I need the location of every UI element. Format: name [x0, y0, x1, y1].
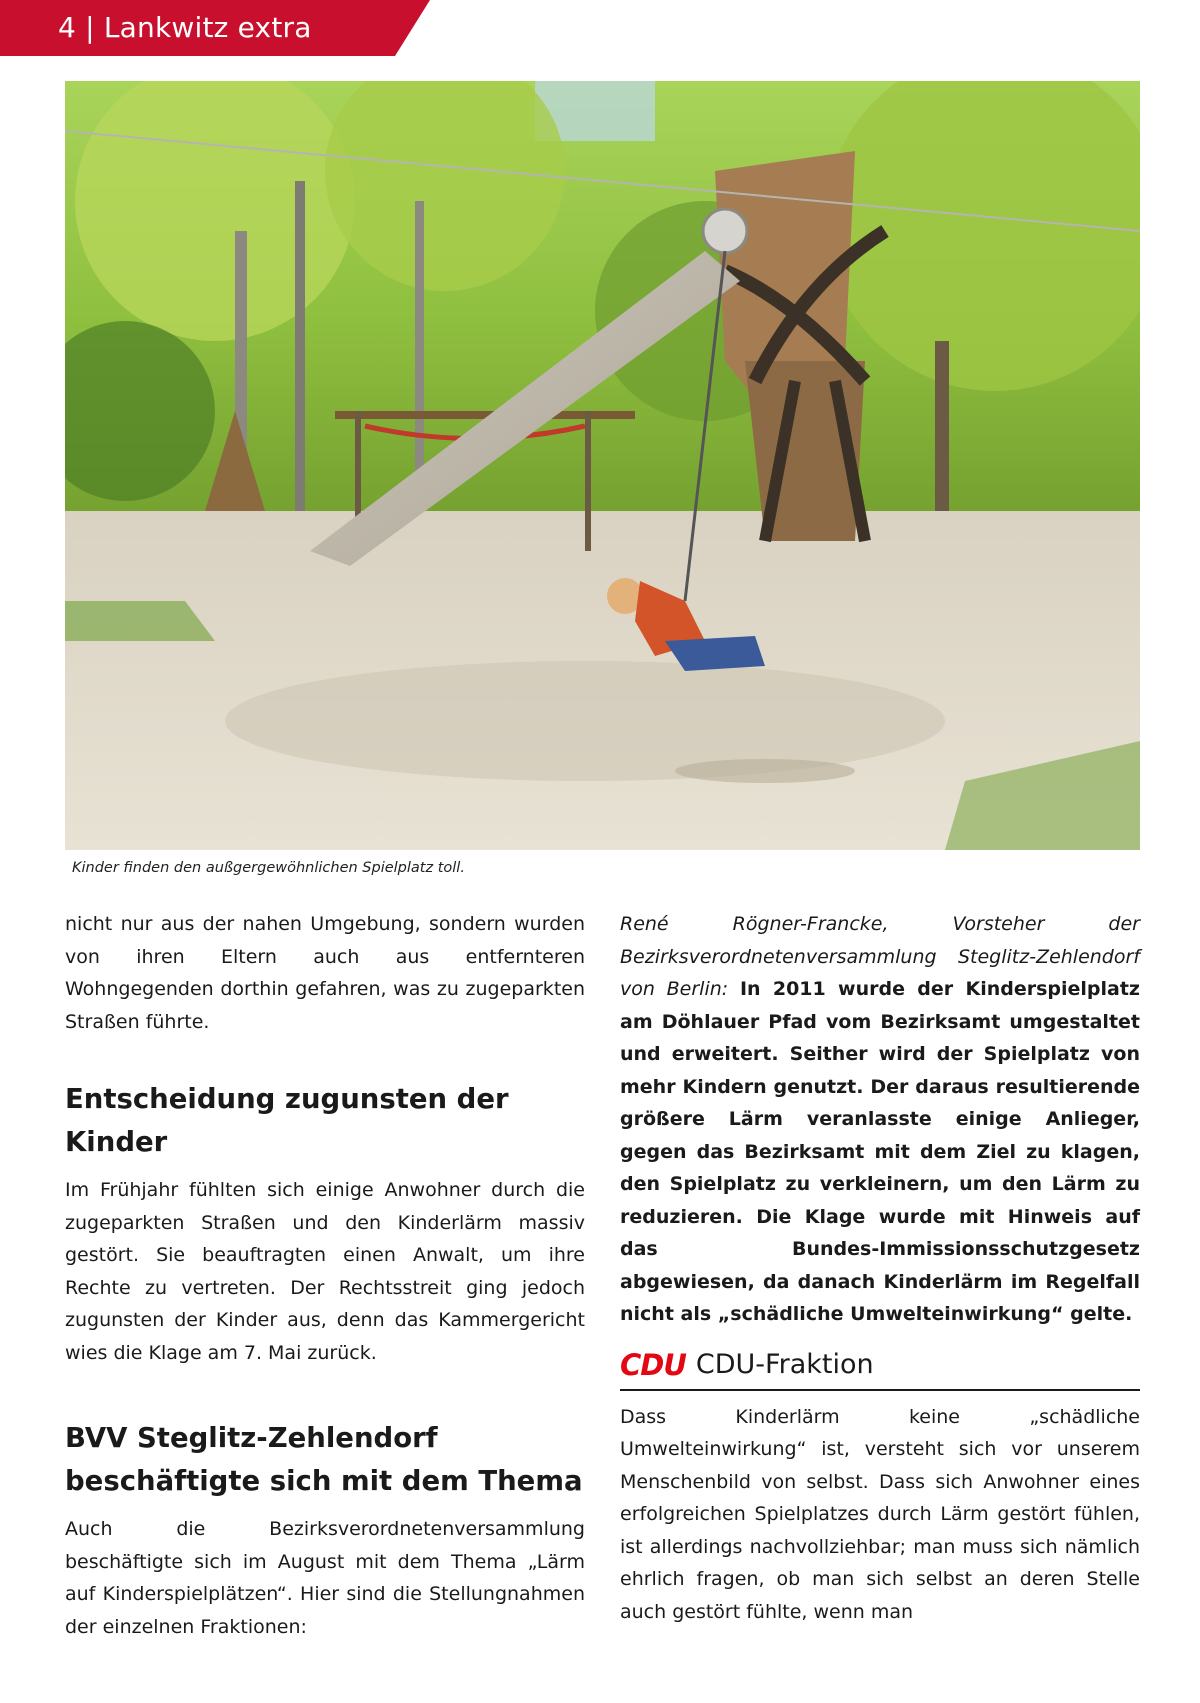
speaker-statement: In 2011 wurde der Kinderspielplatz am Döhlauer Pfad vom Bezirksamt umgestaltet und erweitert. Seither wird der Spielplatz von mehr Kindern genutzt. Der daraus resultierende größere Lärm veranlasste einige Anlieger, gegen das Bezirksamt mit dem Ziel zu klagen, den Spielplatz zu verkleinern, um den Lärm zu reduzieren. Die Klage wurde mit Hinweis auf das Bundes-Immissionsschutzgesetz abgewiesen, da danach Kinderlärm im Regelfall nicht als „schädliche Umwelteinwirkung“ gelte.	[620, 978, 1140, 1325]
cdu-logo: CDU	[620, 1347, 686, 1382]
statement-block	[620, 908, 1140, 1331]
section-heading-decision: Entscheidung zugunsten der Kinder	[65, 1083, 509, 1158]
fraktion-name: CDU-Fraktion	[695, 1348, 874, 1380]
paragraph-decision: Im Frühjahr fühlten sich einige Anwohner durch die zugeparkten Straßen und den Kinderlärm massiv gestört. Sie beauftragten einen Anwalt, um ihre Rechte zu vertreten. Der Rechtsstreit ging jedoch zugunsten der Kinder aus, denn das Kammergericht wies die Klage am 7. Mai zurück.	[65, 1179, 585, 1364]
section-heading-bvv: BVV Steglitz-Zehlendorf beschäftigte sich mit dem Thema	[65, 1422, 583, 1497]
speaker-intro: René Rögner-Francke, Vorsteher der Bezirksverordnetenversammlung Steglitz-Zehlendorf von Berlin:	[620, 913, 1140, 1000]
right-column	[620, 908, 1140, 1628]
left-column	[65, 908, 585, 1643]
page-label: 4 | Lankwitz extra	[58, 11, 312, 44]
playground-photo	[65, 81, 1140, 850]
playground-illustration	[65, 81, 1140, 850]
fraktion-header	[620, 1347, 1140, 1391]
photo-caption: Kinder finden den außgergewöhnlichen Spielplatz toll.	[72, 860, 465, 876]
fraktion-paragraph: Dass Kinderlärm keine „schädliche Umwelteinwirkung“ ist, versteht sich vor unserem Menschenbild von selbst. Dass sich Anwohner eines erfolgreichen Spielplatzes durch Lärm gestört fühlen, ist allerdings nachvollziehbar; man muss sich nämlich ehrlich fragen, ob man sich selbst an deren Stelle auch gestört fühlte, wenn man	[620, 1405, 1140, 1623]
paragraph-bvv: Auch die Bezirksverordnetenversammlung beschäftigte sich im August mit dem Thema „Lärm auf Kinderspielplätzen“. Hier sind die Stellungnahmen der einzelnen Fraktionen:	[65, 1518, 585, 1638]
intro-paragraph: nicht nur aus der nahen Umgebung, sondern wurden von ihren Eltern auch aus entfernteren Wohngegenden dorthin gefahren, was zu zugeparkten Straßen führte.	[65, 913, 585, 1033]
